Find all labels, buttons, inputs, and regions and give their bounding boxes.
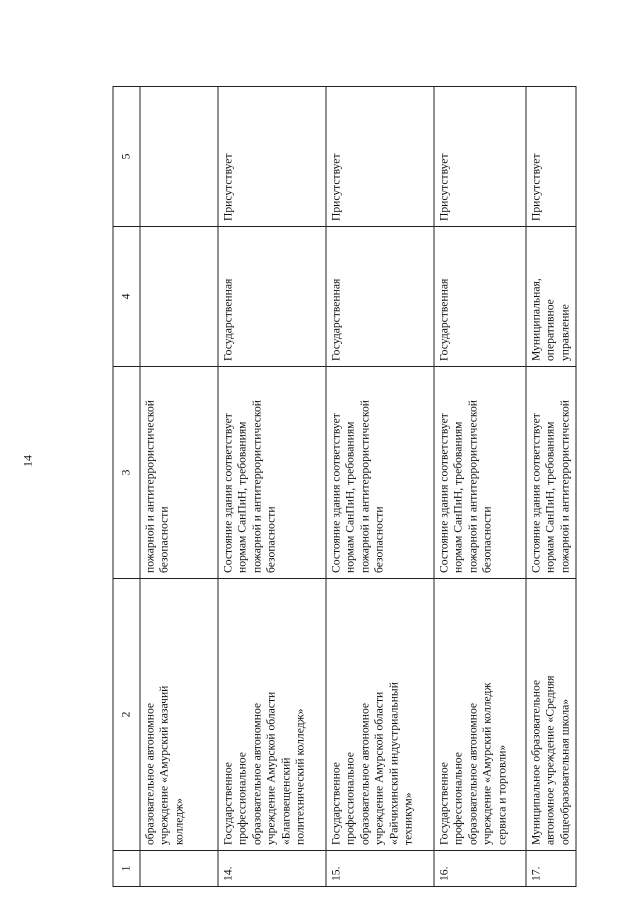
header-cell: 4 [113, 227, 140, 367]
building-condition: пожарной и антитеррористической безопасности [140, 367, 218, 579]
institution-name: Государственное профессиональное образовательное автономное учреждение Амурской области «Райчихинский индустриальный техникум» [326, 579, 434, 851]
table-row [218, 87, 326, 887]
presence-status: Присутствует [326, 87, 434, 227]
table-row [526, 87, 576, 887]
presence-status: Присутствует [526, 87, 576, 227]
header-cell: 1 [113, 851, 140, 887]
presence-status [140, 87, 218, 227]
header-cell: 3 [113, 367, 140, 579]
institution-name: Государственное профессиональное образовательное автономное учреждение Амурской области «Благовещенский политехнический колледж» [218, 579, 326, 851]
header-cell: 2 [113, 579, 140, 851]
table-row [140, 87, 218, 887]
row-number: 16. [434, 851, 526, 887]
rotated-table-wrapper [113, 87, 572, 887]
row-number: 17. [526, 851, 576, 887]
institution-name: Муниципальное образовательное автономное учреждение «Средняя общеобразовательная школа» [526, 579, 576, 851]
ownership-form [140, 227, 218, 367]
table-header-row [113, 87, 140, 887]
ownership-form: Государственная [326, 227, 434, 367]
facilities-table [113, 86, 577, 887]
building-condition: Состояние здания соответствует нормам СанПиН, требованиям пожарной и антитеррористической безопасности [434, 367, 526, 579]
ownership-form: Муниципальная, оперативное управление [526, 227, 576, 367]
building-condition: Состояние здания соответствует нормам СанПиН, требованиям пожарной и антитеррористической безопасности [218, 367, 326, 579]
ownership-form: Государственная [218, 227, 326, 367]
presence-status: Присутствует [218, 87, 326, 227]
table-row [326, 87, 434, 887]
header-cell: 5 [113, 87, 140, 227]
institution-name: образовательное автономное учреждение «Амурский казачий колледж» [140, 579, 218, 851]
building-condition: Состояние здания соответствует нормам СанПиН, требованиям пожарной и антитеррористической [526, 367, 576, 579]
table-row [434, 87, 526, 887]
building-condition: Состояние здания соответствует нормам СанПиН, требованиям пожарной и антитеррористической безопасности [326, 367, 434, 579]
row-number [140, 851, 218, 887]
institution-name: Государственное профессиональное образовательное автономное учреждение «Амурский колледж сервиса и торговли» [434, 579, 526, 851]
row-number: 14. [218, 851, 326, 887]
row-number: 15. [326, 851, 434, 887]
ownership-form: Государственная [434, 227, 526, 367]
page-number: 14 [20, 455, 35, 467]
presence-status: Присутствует [434, 87, 526, 227]
